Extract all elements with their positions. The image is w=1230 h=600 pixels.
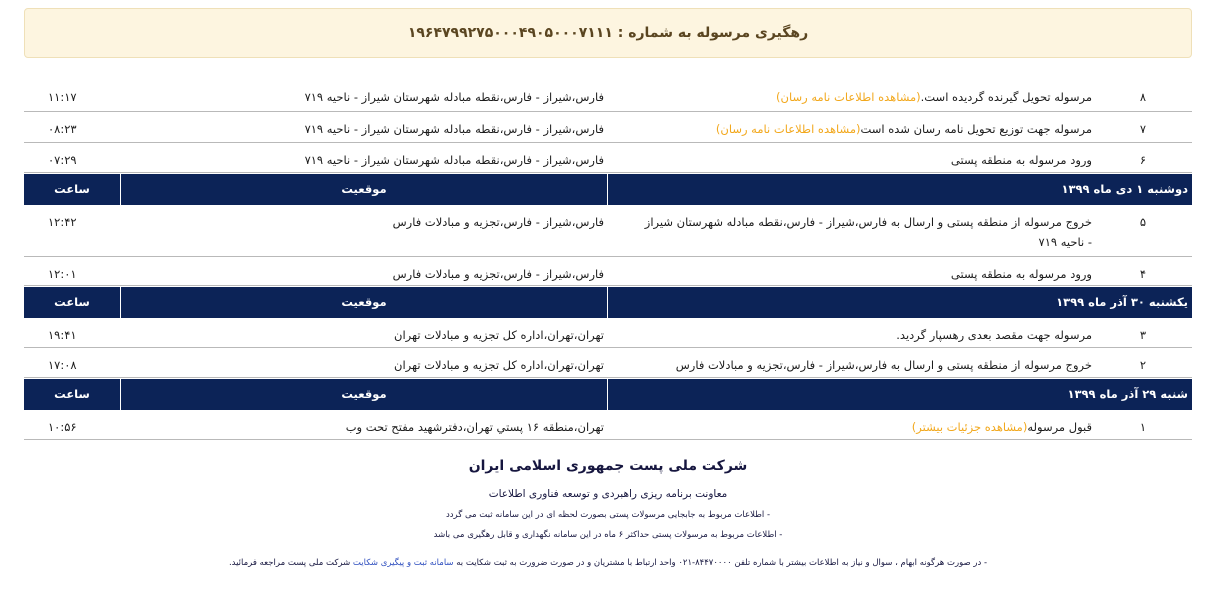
row-location: فارس،شیراز - فارس،نقطه مبادله شهرستان شیراز - ناحیه ۷۱۹ <box>304 122 604 136</box>
time-column-header: ساعت <box>54 182 90 196</box>
tracking-table <box>24 80 1192 440</box>
table-row <box>24 257 1192 286</box>
row-description: مرسوله جهت توزیع تحویل نامه رسان شده است(مشاهده اطلاعات نامه رسان) <box>715 122 1092 136</box>
column-separator <box>120 287 121 318</box>
row-description: خروج مرسوله از منطقه پستی و ارسال به فارس،شیراز - فارس،تجزیه و مبادلات فارس <box>675 358 1092 372</box>
day-header <box>24 174 1192 205</box>
footer-note: - اطلاعات مربوط به جابجایی مرسولات پستی بصورت لحظه ای در این سامانه ثبت می گردد <box>445 510 771 520</box>
location-column-header: موقعیت <box>341 387 387 401</box>
table-row <box>24 112 1192 143</box>
table-row <box>24 205 1192 257</box>
row-location: تهران،تهران،اداره کل تجزیه و مبادلات تهران <box>394 358 604 372</box>
row-number: ۵ <box>1139 215 1147 229</box>
table-row <box>24 410 1192 440</box>
row-description: ورود مرسوله به منطقه پستی <box>950 267 1092 281</box>
location-column-header: موقعیت <box>341 182 387 196</box>
row-description: مرسوله جهت مقصد بعدی رهسپار گردید. <box>896 328 1092 342</box>
view-more-details-link[interactable]: (مشاهده جزئیات بیشتر) <box>911 420 1028 434</box>
row-number: ۷ <box>1139 122 1147 136</box>
footer-note: - در صورت هرگونه ابهام ، سوال و نیاز به اطلاعات بیشتر با شماره تلفن ۸۴۴۷۰۰۰۰-۰۲۱ واحد ارتباط با مشتریان و در صورت ضرورت به ثبت شکایت به سامانه ثبت و پیگیری شکایت شرکت ملی پست مراجعه فرمائید. <box>228 558 988 568</box>
footer-org-name: شرکت ملی پست جمهوری اسلامی ایران <box>468 458 748 474</box>
table-row <box>24 318 1192 348</box>
day-header <box>24 287 1192 318</box>
tracking-header <box>24 8 1192 58</box>
view-postman-info-link[interactable]: (مشاهده اطلاعات نامه رسان) <box>776 90 921 104</box>
time-column-header: ساعت <box>54 387 90 401</box>
row-location: فارس،شیراز - فارس،تجزیه و مبادلات فارس <box>392 267 604 281</box>
day-header <box>24 379 1192 410</box>
row-location: تهران،تهران،اداره کل تجزیه و مبادلات تهران <box>394 328 604 342</box>
row-time: ۱۰:۵۶ <box>48 420 77 434</box>
row-number: ۳ <box>1139 328 1147 342</box>
table-row <box>24 348 1192 378</box>
row-time: ۱۷:۰۸ <box>48 358 77 372</box>
row-time: ۱۹:۴۱ <box>48 328 77 342</box>
row-time: ۰۸:۲۳ <box>48 122 77 136</box>
location-column-header: موقعیت <box>341 295 387 309</box>
table-row <box>24 80 1192 112</box>
column-separator <box>120 174 121 205</box>
row-time: ۱۱:۱۷ <box>48 90 77 104</box>
column-separator <box>607 174 608 205</box>
row-number: ۱ <box>1139 420 1147 434</box>
row-description: قبول مرسوله(مشاهده جزئیات بیشتر) <box>911 420 1092 434</box>
row-location: فارس،شیراز - فارس،تجزیه و مبادلات فارس <box>392 215 604 229</box>
row-description: مرسوله تحویل گیرنده گردیده است.(مشاهده اطلاعات نامه رسان) <box>776 90 1092 104</box>
row-number: ۲ <box>1139 358 1147 372</box>
complaint-system-link[interactable]: سامانه ثبت و پیگیری شکایت <box>352 558 454 568</box>
footer-note: - اطلاعات مربوط به مرسولات پستی حداکثر ۶ ماه در این سامانه نگهداری و قابل رهگیری می باشد <box>433 530 783 540</box>
row-location: تهران،منطقه ۱۶ پستي تهران،دفترشهید مفتح تحت وب <box>345 420 604 434</box>
column-separator <box>607 379 608 410</box>
time-column-header: ساعت <box>54 295 90 309</box>
footer <box>24 454 1192 568</box>
row-description: خروج مرسوله از منطقه پستی و ارسال به فارس،شیراز - فارس،نقطه مبادله شهرستان شیراز - ناحیه ۷۱۹ <box>644 215 1092 249</box>
column-separator <box>607 287 608 318</box>
day-date: دوشنبه ۱ دی ماه ۱۳۹۹ <box>1061 182 1188 196</box>
table-row <box>24 143 1192 173</box>
row-time: ۱۲:۰۱ <box>48 267 77 281</box>
row-time: ۱۲:۴۲ <box>48 215 77 229</box>
row-number: ۸ <box>1139 90 1147 104</box>
row-number: ۶ <box>1139 153 1147 167</box>
row-number: ۴ <box>1139 267 1147 281</box>
row-location: فارس،شیراز - فارس،نقطه مبادله شهرستان شیراز - ناحیه ۷۱۹ <box>304 153 604 167</box>
view-postman-info-link[interactable]: (مشاهده اطلاعات نامه رسان) <box>715 122 861 136</box>
day-date: یکشنبه ۳۰ آذر ماه ۱۳۹۹ <box>1056 295 1188 309</box>
day-date: شنبه ۲۹ آذر ماه ۱۳۹۹ <box>1067 387 1188 401</box>
row-time: ۰۷:۲۹ <box>48 153 77 167</box>
row-location: فارس،شیراز - فارس،نقطه مبادله شهرستان شیراز - ناحیه ۷۱۹ <box>304 90 604 104</box>
row-description: ورود مرسوله به منطقه پستی <box>950 153 1092 167</box>
tracking-title: رهگیری مرسوله به شماره : ۱۹۶۴۷۹۹۲۷۵۰۰۰۴۹۰۵۰۰۰۷۱۱۱ <box>407 25 809 41</box>
column-separator <box>120 379 121 410</box>
footer-department: معاونت برنامه ریزی راهبردی و توسعه فناوری اطلاعات <box>488 488 728 500</box>
